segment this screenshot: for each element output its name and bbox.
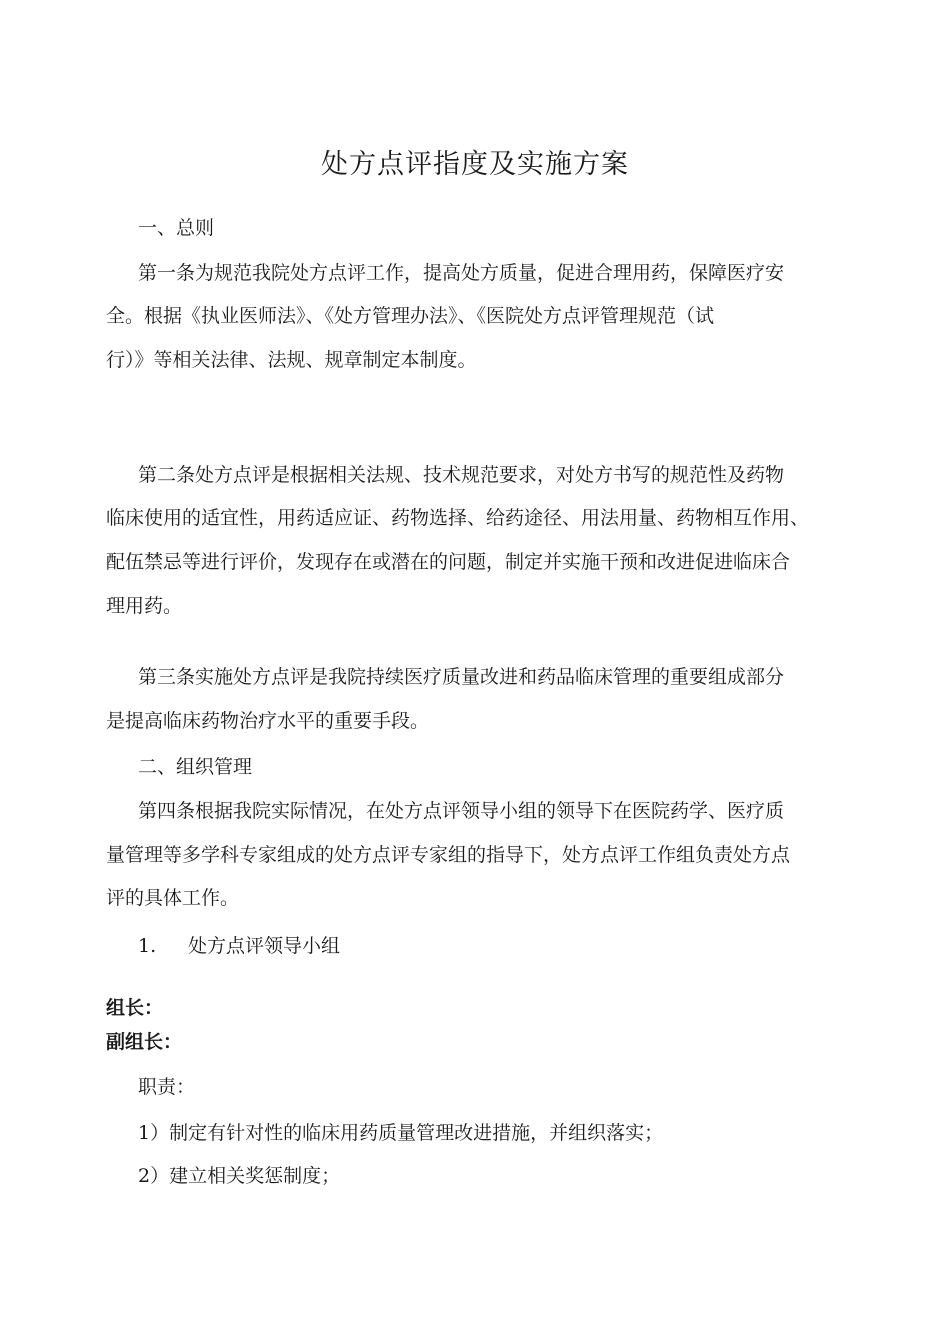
article4-line1: 第四条根据我院实际情况，在处方点评领导小组的领导下在医院药学、医疗质 xyxy=(138,800,785,822)
deputy-leader-label: 副组长： xyxy=(106,1031,183,1053)
article2-line1: 第二条处方点评是根据相关法规、技术规范要求，对处方书写的规范性及药物 xyxy=(138,464,785,486)
article2-line4: 理用药。 xyxy=(106,595,183,617)
list-item-number: 1. xyxy=(138,935,157,957)
duty-item-2: 2）建立相关奖惩制度； xyxy=(138,1165,341,1187)
article4-line2: 量管理等多学科专家组成的处方点评专家组的指导下，处方点评工作组负责处方点 xyxy=(106,844,791,866)
article3-line1: 第三条实施处方点评是我院持续医疗质量改进和药品临床管理的重要组成部分 xyxy=(138,666,785,688)
article1-line3: 行）》等相关法律、法规、规章制定本制度。 xyxy=(106,349,477,371)
article2-line3: 配伍禁忌等进行评价，发现存在或潜在的问题，制定并实施干预和改进促进临床合 xyxy=(106,551,791,573)
document-title: 处方点评指度及实施方案 xyxy=(321,149,629,180)
section-heading-general: 一、总则 xyxy=(138,217,215,239)
article1-line2: 全。根据《执业医师法》、《处方管理办法》、《医院处方点评管理规范（试 xyxy=(106,305,715,327)
article3-line2: 是提高临床药物治疗水平的重要手段。 xyxy=(106,710,430,732)
article1-line1: 第一条为规范我院处方点评工作，提高处方质量，促进合理用药，保障医疗安 xyxy=(138,262,785,284)
article4-line3: 评的具体工作。 xyxy=(106,887,240,909)
duties-label: 职责： xyxy=(138,1076,196,1098)
article2-line2: 临床使用的适宜性，用药适应证、药物选择、给药途径、用法用量、药物相互作用、 xyxy=(106,507,810,529)
list-item-text: 处方点评领导小组 xyxy=(188,935,341,957)
leader-label: 组长： xyxy=(106,997,164,1019)
section-heading-organization: 二、组织管理 xyxy=(138,756,253,778)
duty-item-1: 1）制定有针对性的临床用药质量管理改进措施，并组织落实； xyxy=(138,1122,664,1144)
